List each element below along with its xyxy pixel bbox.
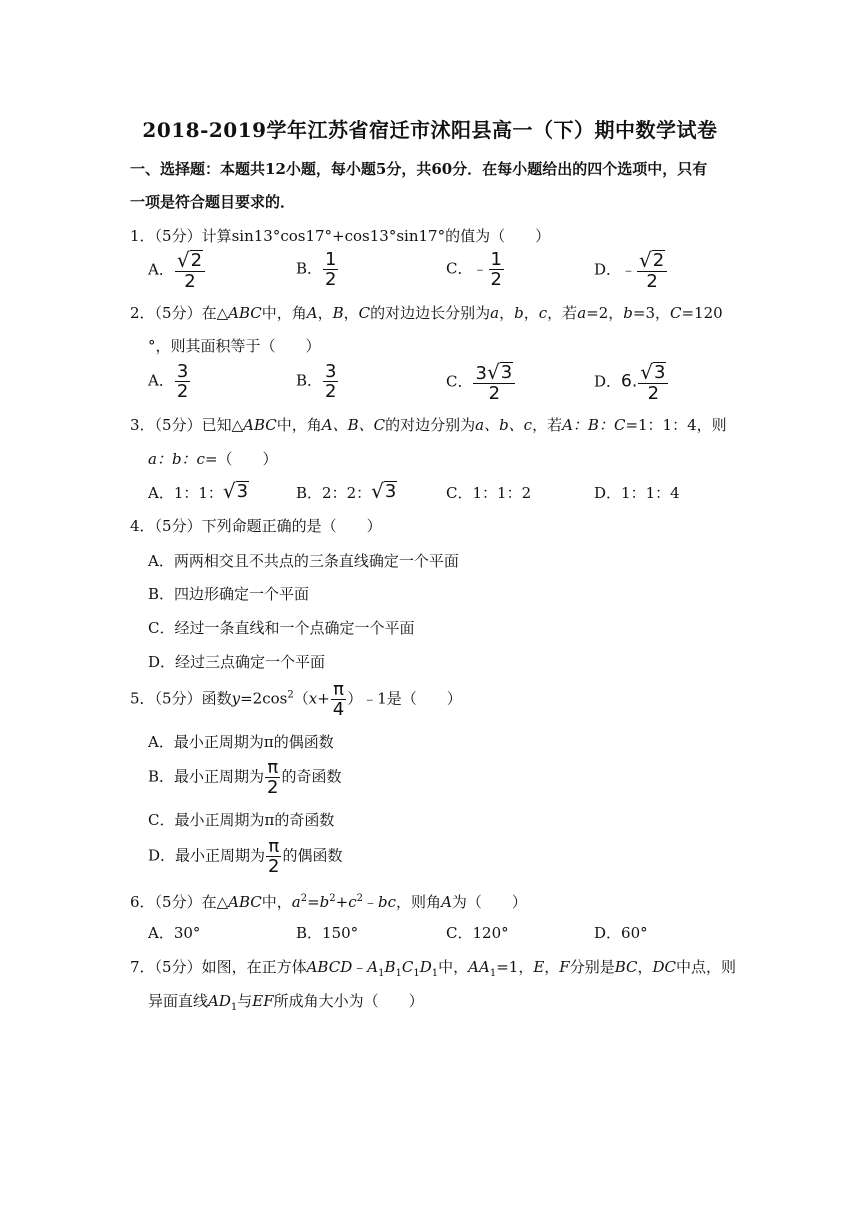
question-1-option-b: B． $\frac{1}{2}$ xyxy=(296,249,337,290)
question-3-stem-line1: 3．（5分）已知△ABC中，角A、B、C的对边分别为a、b、c，若A：B：C=1：1：4，则 xyxy=(130,416,727,434)
question-7-stem-line1: 7．（5分）如图，在正方体$ABCD﹣A_1B_1C_1D_1$中，$AA_1=1$，E，F分别是BC，DC中点，则 xyxy=(130,958,737,979)
fraction: √ 2 2 xyxy=(637,250,667,291)
question-2-option-b: B． $\frac{3}{2}$ xyxy=(296,361,337,402)
question-2-option-c: C． 3 √ 3 2 xyxy=(446,362,516,403)
question-3-option-d: D．1：1：4 xyxy=(594,484,680,502)
fraction: $\frac{\pi}{2}$ xyxy=(268,836,280,877)
fraction: $\frac{\pi}{4}$ xyxy=(332,679,345,720)
question-1-option-c: C．﹣ $\frac{1}{2}$ xyxy=(446,249,502,290)
question-3-stem-line2: a：b：c=（ ） xyxy=(148,450,278,468)
question-1-option-a: A． √ 2 2 xyxy=(148,250,206,291)
question-4-option-c: C．经过一条直线和一个点确定一个平面 xyxy=(148,619,415,637)
question-7-stem-line2: 异面直线$AD_1$与EF所成角大小为（ ） xyxy=(148,992,424,1013)
fraction: $\frac{\pi}{2}$ xyxy=(267,757,279,798)
fraction: 3 √ 3 2 xyxy=(473,362,515,403)
question-5-option-d: D．最小正周期为 $\frac{\pi}{2}$ 的偶函数 xyxy=(148,836,343,877)
fraction: √ 3 2 xyxy=(638,362,668,403)
fraction: $\frac{1}{2}$ xyxy=(325,249,337,290)
question-6-option-b: B．150° xyxy=(296,924,359,942)
question-2-stem-line2: °，则其面积等于（ ） xyxy=(148,337,321,355)
question-2-option-d: D．6. √ 3 2 xyxy=(594,362,669,403)
question-3-option-a: A．1：1： √ 3 xyxy=(148,479,249,503)
fraction: $\frac{3}{2}$ xyxy=(176,361,189,402)
question-5-option-c: C．最小正周期为π的奇函数 xyxy=(148,811,335,829)
fraction: $\frac{3}{2}$ xyxy=(325,361,337,402)
question-1-option-d: D．﹣ √ 2 2 xyxy=(594,250,668,291)
question-6-option-d: D．60° xyxy=(594,924,648,942)
fraction: $\frac{1}{2}$ xyxy=(490,249,502,290)
question-4-option-a: A．两两相交且不共点的三条直线确定一个平面 xyxy=(148,552,459,570)
section-heading-line2: 一项是符合题目要求的． xyxy=(130,193,296,211)
question-5-option-a: A．最小正周期为π的偶函数 xyxy=(148,733,334,751)
question-5-option-b: B．最小正周期为 $\frac{\pi}{2}$ 的奇函数 xyxy=(148,757,342,798)
question-3-option-c: C．1：1：2 xyxy=(446,484,532,502)
question-5-stem: 5．（5分）函数$y=2\cos^2(x+$ $\frac{\pi}{4}$ ）﹣1是（ ） xyxy=(130,679,462,720)
fraction: √ 2 2 xyxy=(175,250,205,291)
question-2-option-a: A． $\frac{3}{2}$ xyxy=(148,361,189,402)
question-3-option-b: B．2：2： √ 3 xyxy=(296,479,397,503)
question-2-stem-line1: 2．（5分）在△ABC中，角A，B，C的对边边长分别为a，b，c，若a=2，b=3，C=120 xyxy=(130,304,723,322)
question-6-stem: 6．（5分）在△ABC中，$a^2=b^2+c^2﹣bc$，则角A为（ ） xyxy=(130,893,527,911)
question-4-option-d: D．经过三点确定一个平面 xyxy=(148,653,326,671)
question-6-option-c: C．120° xyxy=(446,924,509,942)
question-4-option-b: B．四边形确定一个平面 xyxy=(148,585,310,603)
question-1-stem: 1．（5分）计算sin13°cos17°+cos13°sin17°的值为（ ） xyxy=(130,227,551,245)
question-4-stem: 4．（5分）下列命题正确的是（ ） xyxy=(130,517,382,535)
section-heading-line1: 一、选择题：本题共12小题，每小题5分，共60分．在每小题给出的四个选项中，只有 xyxy=(130,160,708,178)
question-6-option-a: A．30° xyxy=(148,924,201,942)
page-title: 2018-2019学年江苏省宿迁市沭阳县高一（下）期中数学试卷 xyxy=(142,118,718,142)
